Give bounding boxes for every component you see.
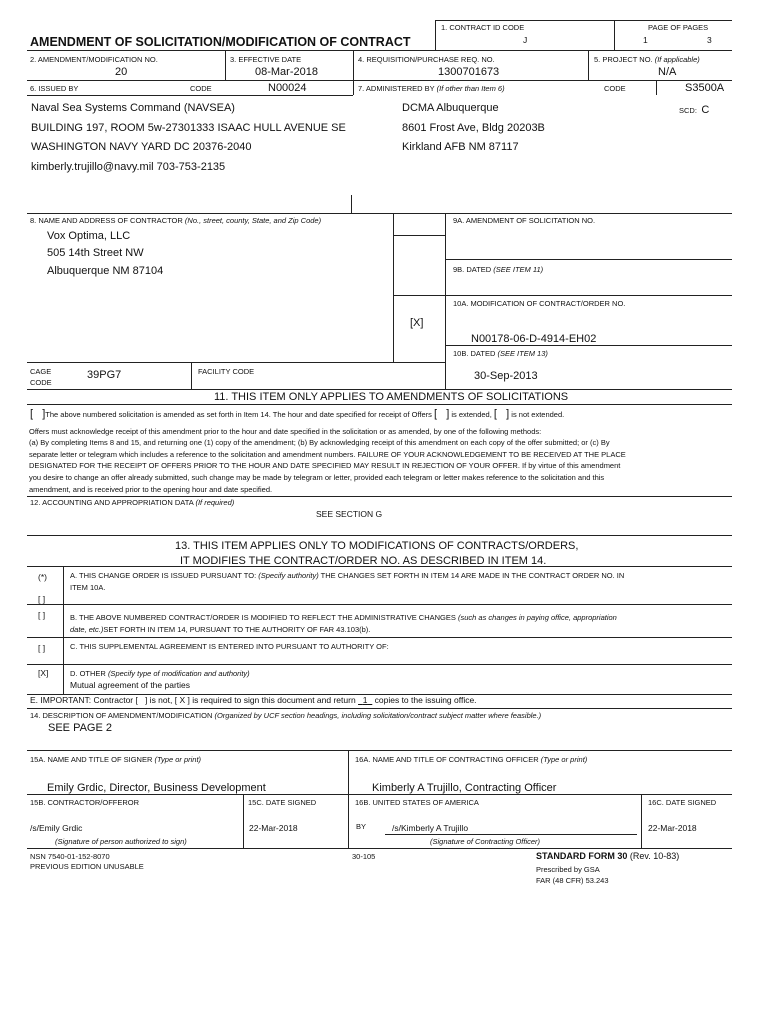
item11-body-line: you desire to change an offer already submitted, such change may be made by telegram or letter, provided each telegram or letter makes reference to the solicitation and this [29,473,605,482]
cage-label-2: CODE [30,378,52,387]
pages-value: 3 [707,35,712,45]
signature-15b: /s/Emily Grdic [30,823,83,833]
rule [641,794,642,848]
important-line: E. IMPORTANT: Contractor [ ] is not, [ X ] is required to sign this document and return 1 copies to the issuing office. [30,695,477,705]
rule [614,20,615,50]
date-15c-label: 15C. DATE SIGNED [248,798,317,807]
issued-line: Naval Sea Systems Command (NAVSEA) [31,102,235,114]
date-16c-label: 16C. DATE SIGNED [648,798,717,807]
item13-a-text: A. THIS CHANGE ORDER IS ISSUED PURSUANT TO: (Specify authority) THE CHANGES SET FORTH IN ITEM 14 ARE MADE IN THE CONTRACT ORDER NO. IN [70,571,625,580]
rule [27,389,732,390]
project-label: 5. PROJECT NO. (If applicable) [594,55,700,64]
amend-value: 20 [115,66,128,78]
admin-label: 7. ADMINISTERED BY (If other than Item 6) [358,84,505,93]
rule [27,362,446,363]
contract-id-value: J [523,35,528,45]
rule [435,20,732,21]
far-reference: FAR (48 CFR) 53.243 [536,876,609,885]
rule [27,213,732,214]
page-value: 1 [643,35,648,45]
signature-16b: /s/Kimberly A Trujillo [392,823,469,833]
item13-b-text: B. THE ABOVE NUMBERED CONTRACT/ORDER IS MODIFIED TO REFLECT THE ADMINISTRATIVE CHANGES (such as changes in paying office, appropriation [70,613,617,622]
rule [27,404,732,405]
admin-line: 8601 Frost Ave, Bldg 20203B [402,122,545,134]
dated-10b-label: 10B. DATED (SEE ITEM 13) [453,349,548,358]
mod-contract-label: 10A. MODIFICATION OF CONTRACT/ORDER NO. [453,299,626,308]
item11-line1: [ ]The above numbered solicitation is amended as set forth in Item 14. The hour and date specified for receipt of Offers [ ] is extended, [ ] is not extended. [30,408,565,420]
signer-15a-value: Emily Grdic, Director, Business Development [47,782,266,794]
issued-by-label: 6. ISSUED BY [30,84,79,93]
prescribed-by: Prescribed by GSA [536,865,600,874]
contractor-15b-label: 15B. CONTRACTOR/OFFEROR [30,798,140,807]
issued-line: BUILDING 197, ROOM 5w-27301333 ISAAC HULL AVENUE SE [31,122,346,134]
rule [27,604,732,605]
rule [27,496,732,497]
rule [351,195,352,213]
rule [435,20,436,50]
rule [27,848,732,849]
project-value: N/A [658,66,677,78]
scd: SCD: C [679,104,710,116]
item13-a-text-3: ITEM 10A. [70,583,106,592]
item13-b-mark: [ ] [38,610,46,620]
rule [348,750,349,848]
item11-body-line: amendment, and is received prior to the opening hour and date specified. [29,485,273,494]
rule [27,535,732,536]
rule [27,664,732,665]
rule [27,794,732,795]
officer-16a-label: 16A. NAME AND TITLE OF CONTRACTING OFFICER (Type or print) [355,755,588,764]
contract-id-label: 1. CONTRACT ID CODE [441,23,525,32]
effective-date-value: 08-Mar-2018 [255,66,318,78]
issued-line: kimberly.trujillo@navy.mil 703-753-2135 [31,161,226,173]
rule [393,295,732,296]
amend-solicitation-label: 9A. AMENDMENT OF SOLICITATION NO. [453,216,596,225]
contractor-label: 8. NAME AND ADDRESS OF CONTRACTOR (No., street, county, State, and Zip Code) [30,216,322,225]
rule [27,708,732,709]
rule [27,80,732,81]
admin-code-value: S3500A [685,82,725,94]
usa-16b-label: 16B. UNITED STATES OF AMERICA [355,798,479,807]
rule [353,50,354,95]
item13-heading-1: 13. THIS ITEM APPLIES ONLY TO MODIFICATIONS OF CONTRACTS/ORDERS, [175,540,579,552]
previous-edition: PREVIOUS EDITION UNUSABLE [30,862,144,871]
requisition-label: 4. REQUISITION/PURCHASE REQ. NO. [358,55,495,64]
form-number: 30-105 [352,852,376,861]
signer-15a-label: 15A. NAME AND TITLE OF SIGNER (Type or print) [30,755,202,764]
item13-c-text: C. THIS SUPPLEMENTAL AGREEMENT IS ENTERED INTO PURSUANT TO AUTHORITY OF: [70,642,389,651]
issued-code-value: N00024 [268,82,307,94]
rule [225,50,226,80]
rule [63,566,64,694]
cage-label: CAGE [30,367,52,376]
rule [385,834,637,835]
item11-body-line: Offers must acknowledge receipt of this amendment prior to the hour and date specified in the solicitation or as amended, by one of the following methods: [29,427,542,436]
officer-16a-value: Kimberly A Trujillo, Contracting Officer [372,782,557,794]
item11-body-line: DESIGNATED FOR THE RECEIPT OF OFFERS PRIOR TO THE HOUR AND DATE SPECIFIED MAY RESULT IN REJECTION OF YOUR OFFER. If by virtue of this amendment [29,461,621,470]
admin-line: DCMA Albuquerque [402,102,499,114]
sig15-note: (Signature of person authorized to sign) [55,837,187,846]
mod-contract-value: N00178-06-D-4914-EH02 [471,333,597,345]
form-title: AMENDMENT OF SOLICITATION/MODIFICATION OF CONTRACT [30,35,411,49]
rule [27,750,732,751]
admin-line: Kirkland AFB NM 87117 [402,141,519,153]
cage-value: 39PG7 [87,369,122,381]
rule [243,794,244,848]
nsn: NSN 7540-01-152-8070 [30,852,110,861]
item13-a-mark: [ ] [38,594,46,604]
item13-d-mark: [X] [38,668,49,678]
dated-10b-value: 30-Sep-2013 [474,370,538,382]
issued-code-label: CODE [190,84,212,93]
item13-d-text: D. OTHER (Specify type of modification and authority) [70,669,250,678]
item13-heading-2: IT MODIFIES THE CONTRACT/ORDER NO. AS DESCRIBED IN ITEM 14. [180,555,547,567]
standard-form: STANDARD FORM 30 (Rev. 10-83) [536,851,680,861]
item13-b-text-2: date, etc.)SET FORTH IN ITEM 14, PURSUANT TO THE AUTHORITY OF FAR 43.103(b). [70,625,371,634]
item11-body-line: separate letter or telegram which includes a reference to the solicitation and amendment numbers. FAILURE OF YOUR ACKNOWLEDGEMENT TO BE RECEIVED AT THE PLACE [29,450,626,459]
accounting-label: 12. ACCOUNTING AND APPROPRIATION DATA (If required) [30,498,235,507]
date-16c-value: 22-Mar-2018 [648,823,697,833]
rule [445,259,732,260]
item11-body-line: (a) By completing Items 8 and 15, and returning one (1) copy of the amendment; (b) By acknowledging receipt of this amendment on each copy of the offer submitted; or (c) By [29,438,610,447]
sig16-note: (Signature of Contracting Officer) [430,837,541,846]
item13-c-mark: [ ] [38,643,46,653]
rule [393,235,445,236]
rule [445,345,732,346]
contractor-line: Vox Optima, LLC [47,230,131,242]
effective-date-label: 3. EFFECTIVE DATE [230,55,302,64]
facility-label: FACILITY CODE [198,367,255,376]
item14-value: SEE PAGE 2 [48,722,112,734]
by-label: BY [356,822,367,831]
page-label: PAGE OF PAGES [648,23,709,32]
item14-label: 14. DESCRIPTION OF AMENDMENT/MODIFICATION (Organized by UCF section headings, including solicitation/contract subject matter where feasible.) [30,711,542,720]
item13-d-value: Mutual agreement of the parties [70,680,191,690]
contractor-line: Albuquerque NM 87104 [47,265,164,277]
item11-heading: 11. THIS ITEM ONLY APPLIES TO AMENDMENTS OF SOLICITATIONS [214,391,569,403]
amend-label: 2. AMENDMENT/MODIFICATION NO. [30,55,158,64]
contractor-line: 505 14th Street NW [47,247,144,259]
item13-star: (*) [38,572,47,582]
rule [27,95,353,96]
rule [27,637,732,638]
rule [191,362,192,389]
date-15c-value: 22-Mar-2018 [249,823,298,833]
modification-check: [X] [410,317,424,329]
requisition-value: 1300701673 [438,66,500,78]
admin-code-label: CODE [604,84,626,93]
rule [656,80,657,95]
issued-line: WASHINGTON NAVY YARD DC 20376-2040 [31,141,252,153]
dated-9b-label: 9B. DATED (SEE ITEM 11) [453,265,544,274]
rule [588,50,589,80]
rule [27,50,732,51]
bracket-icon: [ ] [30,408,46,420]
accounting-value: SEE SECTION G [316,509,383,519]
